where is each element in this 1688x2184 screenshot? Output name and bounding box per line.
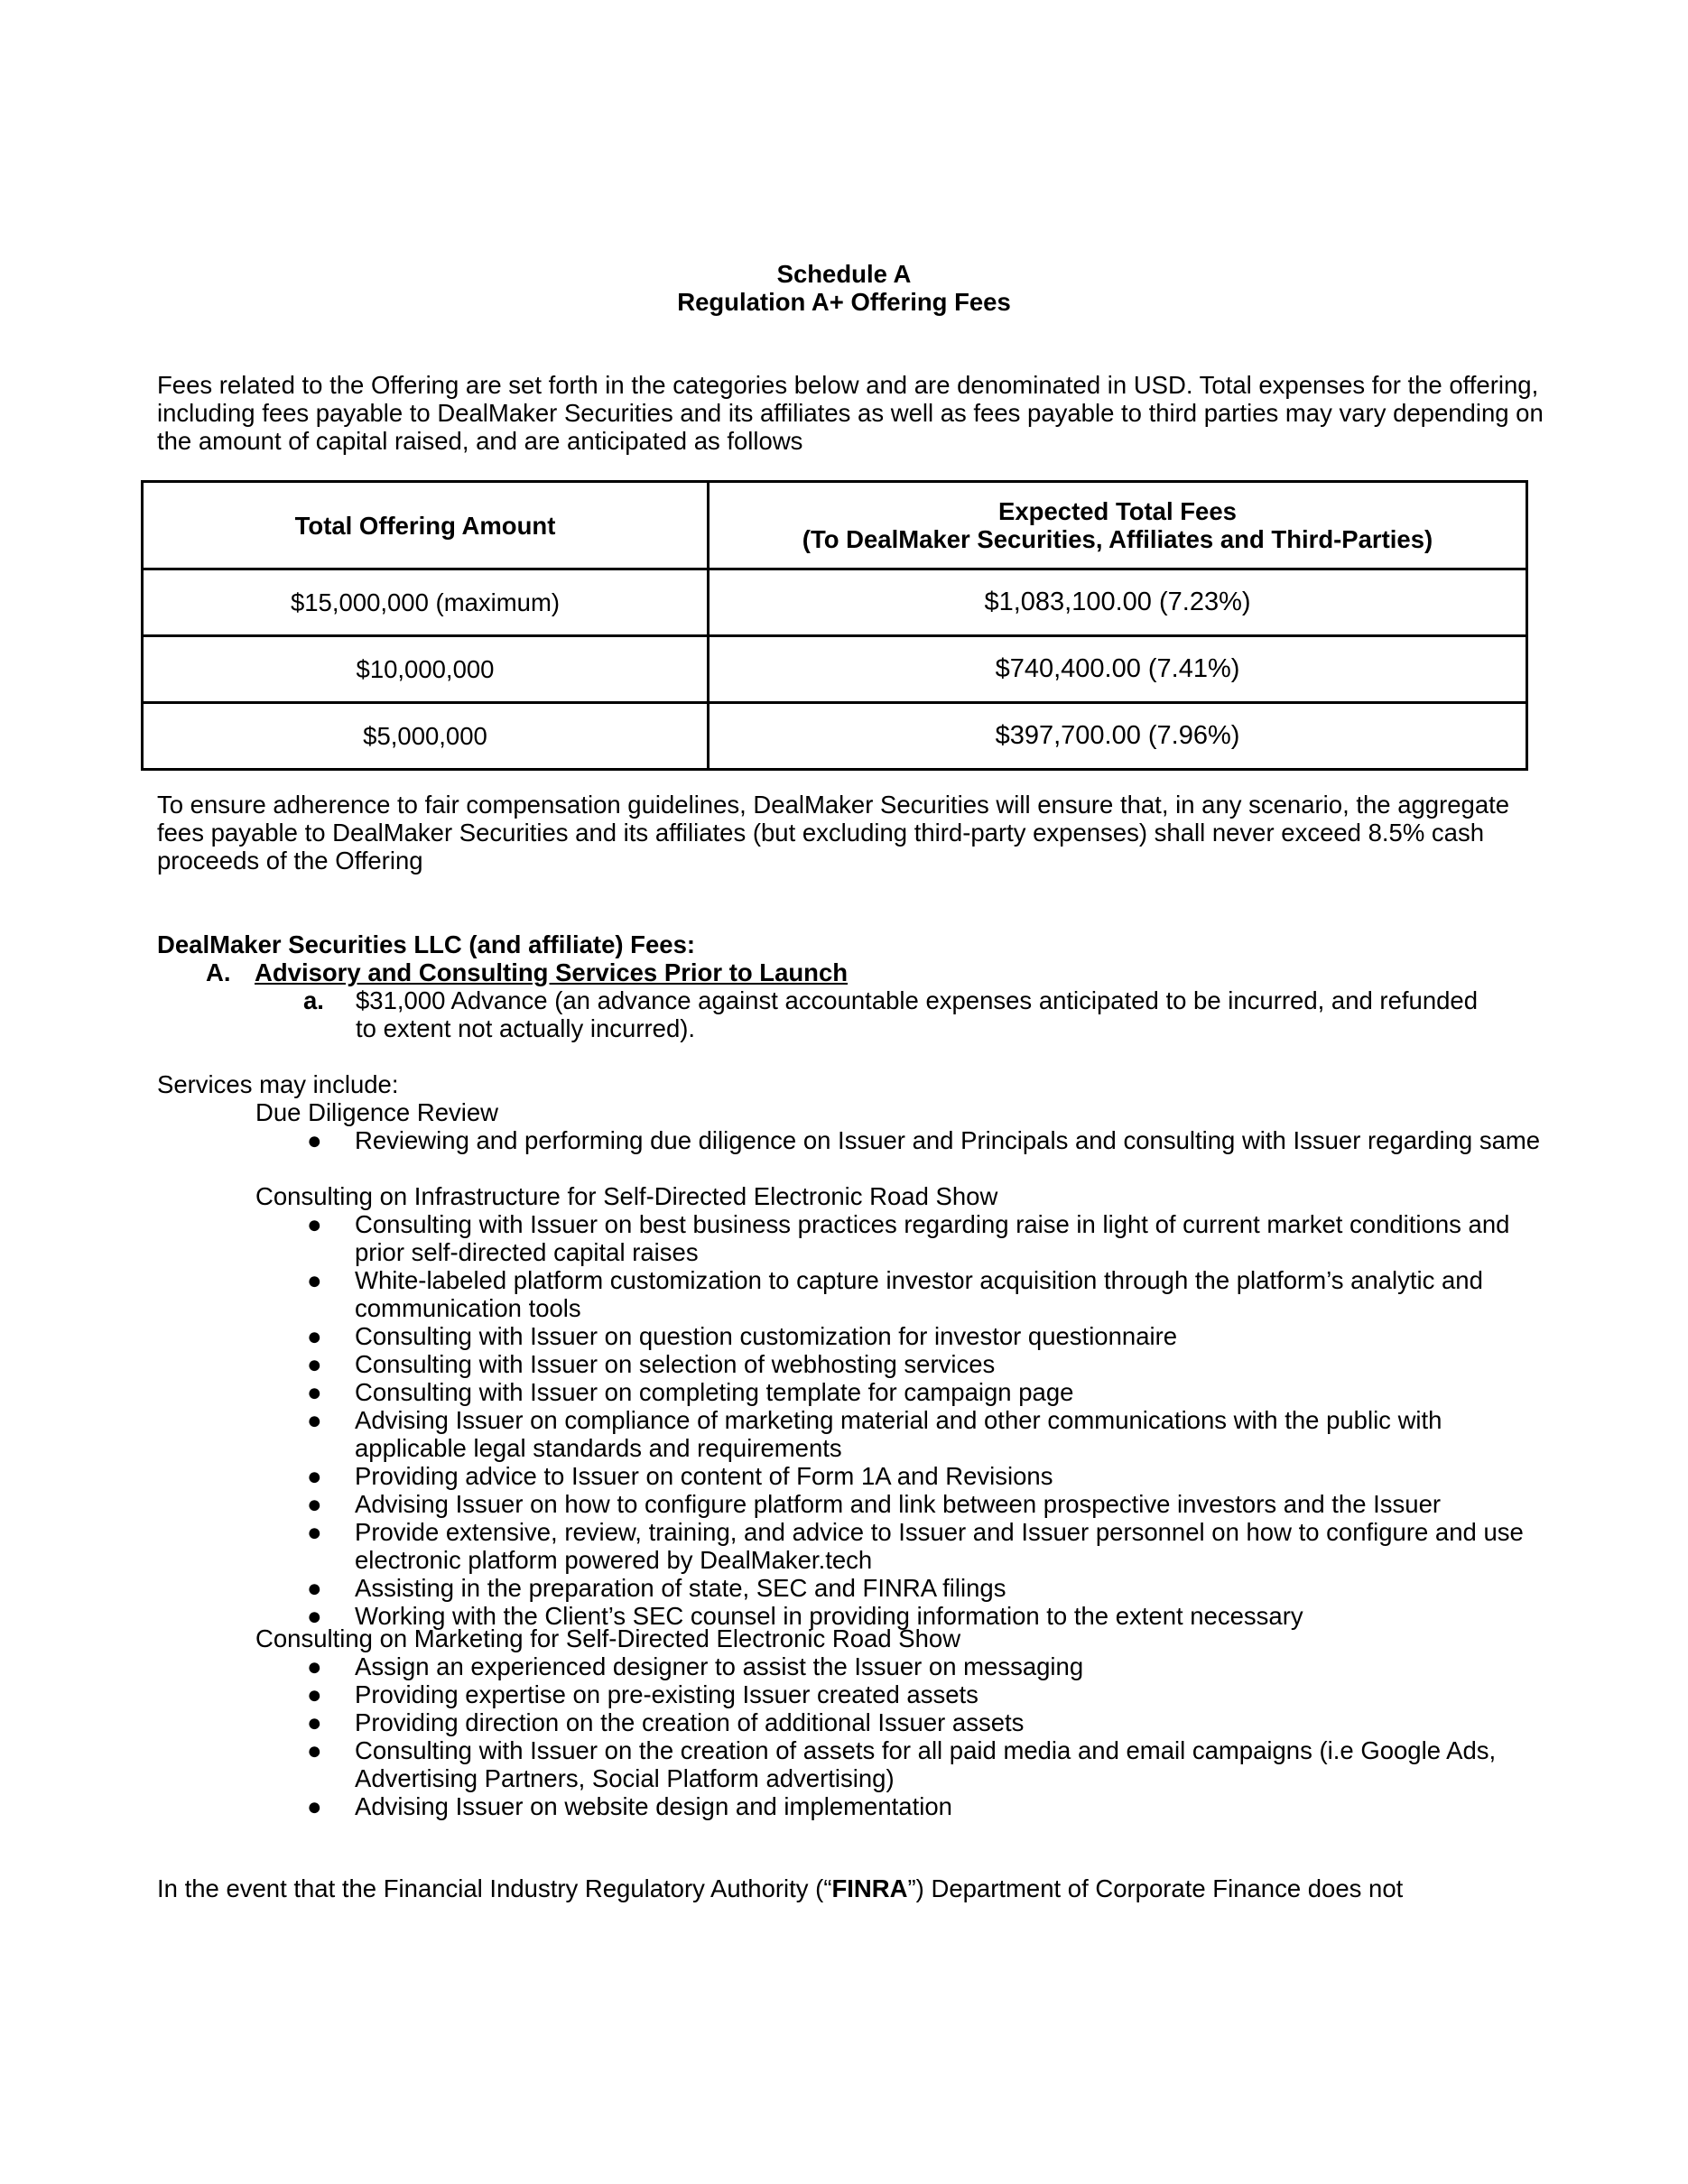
bullet-icon: ● <box>307 1462 322 1490</box>
title-line-1: Schedule A <box>776 260 912 288</box>
compliance-paragraph: To ensure adherence to fair compensation guidelines, DealMaker Securities will ensure that, in any scenario, the aggregate fees payable to DealMaker Securities and its affiliates (but excluding third-party expenses) shall never exceed 8.5% cash proceeds of the Offering <box>157 791 1510 875</box>
bullet-icon: ● <box>307 1708 322 1736</box>
intro-paragraph: Fees related to the Offering are set forth in the categories below and are denominated in USD. Total expenses for the offering, including fees payable to DealMaker Securities and its affiliates as well as fees payable to third parties may vary depending on the amount of capital raised, and are anticipated as follows <box>157 371 1544 455</box>
fees-cell: $740,400.00 (7.41%) <box>709 636 1527 703</box>
bullet-icon: ● <box>307 1792 322 1820</box>
list-item-text: Consulting with Issuer on selection of webhosting services <box>355 1350 996 1378</box>
list-item <box>307 1322 1544 1350</box>
header-col2-line1: Expected Total Fees <box>998 497 1237 525</box>
list-item-text: Assign an experienced designer to assist the Issuer on messaging <box>355 1652 1084 1680</box>
table-row <box>143 703 1527 770</box>
finra-paragraph <box>157 1874 1547 1902</box>
bullet-icon: ● <box>307 1406 322 1434</box>
group-list-due-diligence <box>307 1126 1544 1154</box>
list-item <box>307 1792 1544 1820</box>
bullet-icon: ● <box>307 1602 322 1630</box>
list-item <box>307 1736 1544 1792</box>
fees-cell: $1,083,100.00 (7.23%) <box>709 569 1527 636</box>
bullet-icon: ● <box>307 1210 322 1238</box>
list-item-text: Advising Issuer on how to configure platform and link between prospective investors and the Issuer <box>355 1490 1442 1518</box>
fee-table-header <box>143 482 1527 569</box>
section-a-heading <box>206 958 848 986</box>
bullet-icon: ● <box>307 1350 322 1378</box>
group-list-marketing <box>307 1652 1544 1820</box>
list-item-text: White-labeled platform customization to capture investor acquisition through the platform’s analytic and communication tools <box>355 1266 1483 1322</box>
list-item-text: Provide extensive, review, training, and advice to Issuer and Issuer personnel on how to configure and use electronic platform powered by DealMaker.tech <box>355 1518 1524 1574</box>
list-item <box>307 1490 1544 1518</box>
bullet-icon: ● <box>307 1490 322 1518</box>
fee-table <box>141 480 1528 771</box>
header-expected-total-fees <box>709 482 1527 569</box>
group-list-infrastructure <box>307 1210 1544 1630</box>
bullet-icon: ● <box>307 1518 322 1546</box>
list-item-text: Reviewing and performing due diligence on Issuer and Principals and consulting with Issuer regarding same <box>355 1126 1541 1154</box>
amount-cell: $15,000,000 (maximum) <box>143 569 709 636</box>
list-item <box>307 1266 1544 1322</box>
list-item-text: Advising Issuer on compliance of marketing material and other communications with the public with applicable legal standards and requirements <box>355 1406 1442 1462</box>
list-item <box>307 1462 1544 1490</box>
services-intro: Services may include: <box>157 1070 399 1098</box>
amount-cell: $5,000,000 <box>143 703 709 770</box>
list-item-text: Providing advice to Issuer on content of Form 1A and Revisions <box>355 1462 1053 1490</box>
list-item-text: Assisting in the preparation of state, SEC and FINRA filings <box>355 1574 1006 1602</box>
list-item <box>307 1406 1544 1462</box>
list-item <box>307 1708 1544 1736</box>
list-item-text: Providing expertise on pre-existing Issuer created assets <box>355 1680 978 1708</box>
section-a-title: Advisory and Consulting Services Prior to Launch <box>255 958 849 986</box>
group-heading-due-diligence: Due Diligence Review <box>255 1098 499 1126</box>
bullet-icon: ● <box>307 1736 322 1764</box>
list-item-text: Consulting with Issuer on the creation of assets for all paid media and email campaigns (i.e Google Ads, Advertising Partners, Social Platform advertising) <box>355 1736 1497 1792</box>
section-heading: DealMaker Securities LLC (and affiliate) Fees: <box>157 930 696 958</box>
item-letter: a. <box>303 986 324 1014</box>
item-text: $31,000 Advance (an advance against accountable expenses anticipated to be incurred, and refunded to extent not actually incurred). <box>356 986 1478 1042</box>
bullet-icon: ● <box>307 1378 322 1406</box>
list-item-text: Consulting with Issuer on best business practices regarding raise in light of current market conditions and prior self-directed capital raises <box>355 1210 1510 1266</box>
finra-text-after: ”) Department of Corporate Finance does not <box>907 1874 1404 1902</box>
page-title <box>0 260 1688 316</box>
list-item <box>307 1350 1544 1378</box>
list-item <box>307 1378 1544 1406</box>
fees-cell: $397,700.00 (7.96%) <box>709 703 1527 770</box>
amount-cell: $10,000,000 <box>143 636 709 703</box>
list-item <box>307 1210 1544 1266</box>
group-heading-infrastructure: Consulting on Infrastructure for Self-Directed Electronic Road Show <box>255 1182 998 1210</box>
header-total-offering-amount: Total Offering Amount <box>143 482 709 569</box>
table-row <box>143 569 1527 636</box>
header-col2-line2: (To DealMaker Securities, Affiliates and Third-Parties) <box>802 525 1433 553</box>
list-item-text: Consulting with Issuer on question customization for investor questionnaire <box>355 1322 1178 1350</box>
list-item <box>307 1574 1544 1602</box>
table-row <box>143 636 1527 703</box>
bullet-icon: ● <box>307 1266 322 1294</box>
list-item <box>307 1680 1544 1708</box>
finra-text-before: In the event that the Financial Industry Regulatory Authority (“ <box>157 1874 832 1902</box>
title-line-2: Regulation A+ Offering Fees <box>677 288 1011 316</box>
list-item-text: Providing direction on the creation of additional Issuer assets <box>355 1708 1025 1736</box>
group-heading-marketing: Consulting on Marketing for Self-Directed Electronic Road Show <box>255 1624 961 1652</box>
list-item-text: Working with the Client’s SEC counsel in providing information to the extent necessary <box>355 1602 1303 1630</box>
section-a-letter: A. <box>206 958 231 986</box>
bullet-icon: ● <box>307 1126 322 1154</box>
list-item-text: Advising Issuer on website design and implementation <box>355 1792 952 1820</box>
list-item <box>307 1652 1544 1680</box>
bullet-icon: ● <box>307 1680 322 1708</box>
bullet-icon: ● <box>307 1652 322 1680</box>
bullet-icon: ● <box>307 1322 322 1350</box>
bullet-icon: ● <box>307 1574 322 1602</box>
finra-abbreviation: FINRA <box>831 1874 908 1902</box>
list-item <box>307 1518 1544 1574</box>
list-item-text: Consulting with Issuer on completing template for campaign page <box>355 1378 1074 1406</box>
list-item <box>307 1126 1544 1154</box>
